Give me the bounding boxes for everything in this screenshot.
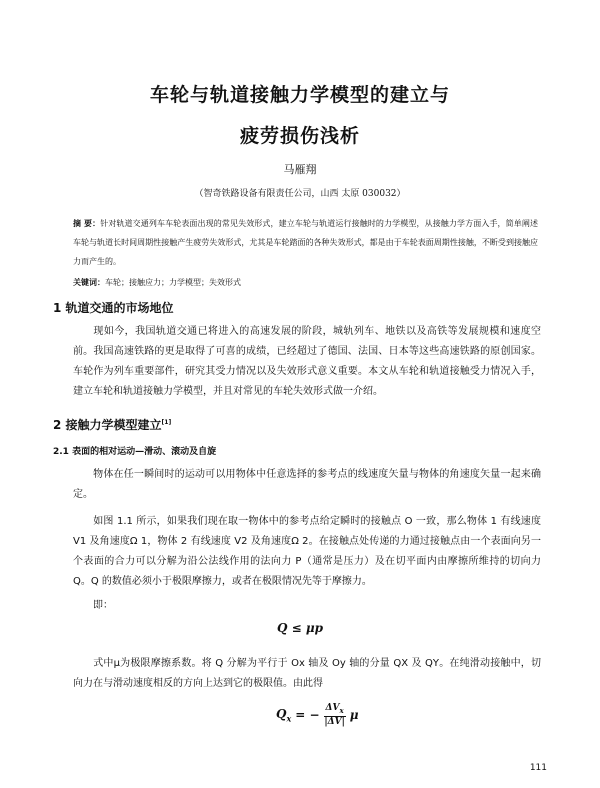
- author: 马雁翔: [283, 163, 317, 176]
- keywords-label: 关键词：: [73, 278, 105, 287]
- section-1-paragraph: [73, 322, 541, 402]
- abstract: [73, 214, 538, 271]
- formula2-equals: = −: [295, 708, 320, 723]
- section-2-1-ji: [73, 596, 541, 616]
- formula2-fraction: [324, 703, 346, 728]
- abstract-text: 针对轨道交通列车车轮表面出现的常见失效形式，建立车轮与轨道运行接触时的力学模型，从接触力学方面入手，简单阐述车轮与轨道长时间周期性接触产生疲劳失效形式，尤其是车轮踏面的各种失效形式，都是由于车轮表面周期性接触，不断受到接触应力而产生的。: [73, 219, 538, 266]
- formula-friction-limit: Q ≤ μp: [276, 621, 324, 635]
- section-2-1-heading: 2.1 表面的相对运动—滑动、滚动及自旋: [53, 447, 217, 457]
- section-2-1-text-3: 式中μ为极限摩擦系数。将 Q 分解为平行于 Ox 轴及 Oy 轴的分量 QX 及 QY。在纯滑动接触中，切向力在与滑动速度相反的方向上达到它的极限值。由此得: [73, 658, 541, 689]
- formula-tangential-force: [276, 703, 358, 728]
- paper-title-line1: 车轮与轨道接触力学模型的建立与: [149, 84, 450, 106]
- section-2-1-paragraph-1: [73, 465, 541, 505]
- page-number: 111: [529, 763, 547, 773]
- formula2-lhs: $Q_x$: [276, 707, 292, 724]
- section-1-text: 现如今，我国轨道交通已将进入的高速发展的阶段，城轨列车、地铁以及高铁等发展规模和速度空前。我国高速铁路的更是取得了可喜的成绩，已经超过了德国、法国、日本等这些高速铁路的原创国家。车轮作为列车重要部件，研究其受力情况以及失效形式意义重要。本文从车轮和轨道接触受力情况入手，建立车轮和轨道接触力学模型，并且对常见的车轮失效形式做一介绍。: [73, 326, 541, 397]
- section-2-heading: [53, 416, 171, 433]
- citation-ref: [1]: [161, 419, 172, 426]
- ji-text: 即：: [93, 600, 113, 611]
- section-2-1-paragraph-3: [73, 654, 541, 694]
- keywords: [73, 277, 241, 288]
- section-2-1-text-2: 如图 1.1 所示，如果我们现在取一物体中的参考点给定瞬时的接触点 O 一致，那么物体 1 有线速度 V1 及角速度Ω 1，物体 2 有线速度 V2 及角速度Ω 2。在接触点处传递的力通过接触点由一个表面向另一个表面的合力可以分解为沿公法线作用的法向力 P（通常是压力）及在切平面内由摩擦所维持的切向力 Q。Q 的数值必须小于极限摩擦力，或者在极限情况先等于摩擦力。: [73, 516, 541, 587]
- affiliation: （智奇铁路设备有限责任公司，山西 太原 030032）: [194, 189, 406, 199]
- keywords-text: 车轮；接触应力；力学模型；失效形式: [105, 278, 241, 287]
- formula2-mu: μ: [349, 708, 359, 723]
- section-2-heading-text: 2 接触力学模型建立: [53, 418, 162, 432]
- section-2-1-text-1: 物体在任一瞬间时的运动可以用物体中任意选择的参考点的线速度矢量与物体的角速度矢量一起来确定。: [73, 469, 541, 500]
- paper-title-line2: 疲劳损伤浅析: [239, 125, 360, 147]
- section-1-heading: 1 轨道交通的市场地位: [53, 301, 174, 315]
- section-2-1-paragraph-2: [73, 512, 541, 592]
- formula2-denominator: |ΔV|: [324, 716, 345, 727]
- abstract-label: 摘 要：: [73, 219, 101, 228]
- formula2-numerator: $\Delta V_x$: [325, 703, 344, 715]
